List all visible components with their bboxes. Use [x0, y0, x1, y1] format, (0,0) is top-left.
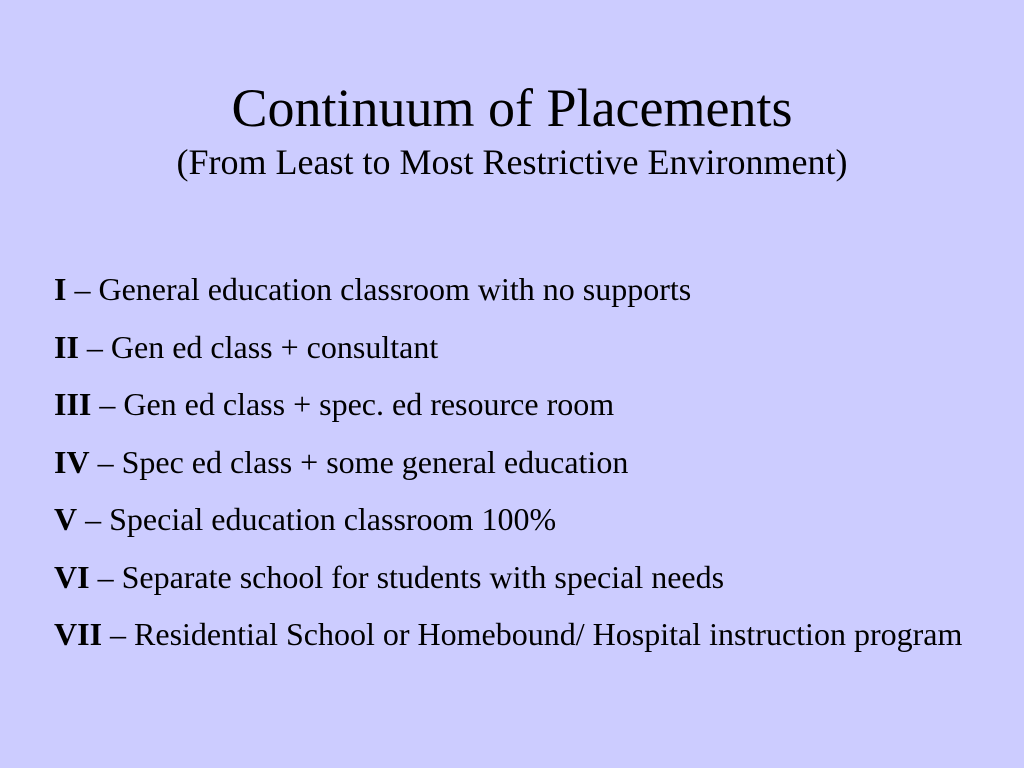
list-item [54, 554, 974, 601]
item-text: – Gen ed class + consultant [78, 328, 439, 365]
item-text: – Residential School or Homebound/ Hospital instruction program [102, 616, 963, 652]
list-item [54, 611, 974, 658]
list-item [54, 266, 974, 313]
item-text: – General education classroom with no supports [66, 271, 692, 307]
list-item [54, 439, 974, 486]
slide-subtitle: (From Least to Most Restrictive Environment) [176, 142, 848, 182]
list-item [54, 496, 974, 543]
item-numeral: VII [54, 616, 103, 652]
item-text: – Gen ed class + spec. ed resource room [91, 386, 615, 422]
slide-title: Continuum of Placements [231, 78, 793, 138]
item-numeral: III [54, 386, 92, 422]
list-item [54, 324, 974, 371]
list-item [54, 381, 974, 428]
item-numeral: VI [54, 558, 90, 595]
placement-list [54, 266, 974, 669]
item-numeral: V [54, 501, 78, 537]
item-text: – Spec ed class + some general education [89, 443, 629, 480]
item-numeral: II [54, 328, 79, 365]
item-numeral: IV [54, 443, 90, 480]
title-block [0, 76, 1024, 184]
item-text: – Special education classroom 100% [77, 501, 557, 537]
item-text: – Separate school for students with special needs [89, 558, 725, 595]
item-numeral: I [54, 271, 67, 307]
